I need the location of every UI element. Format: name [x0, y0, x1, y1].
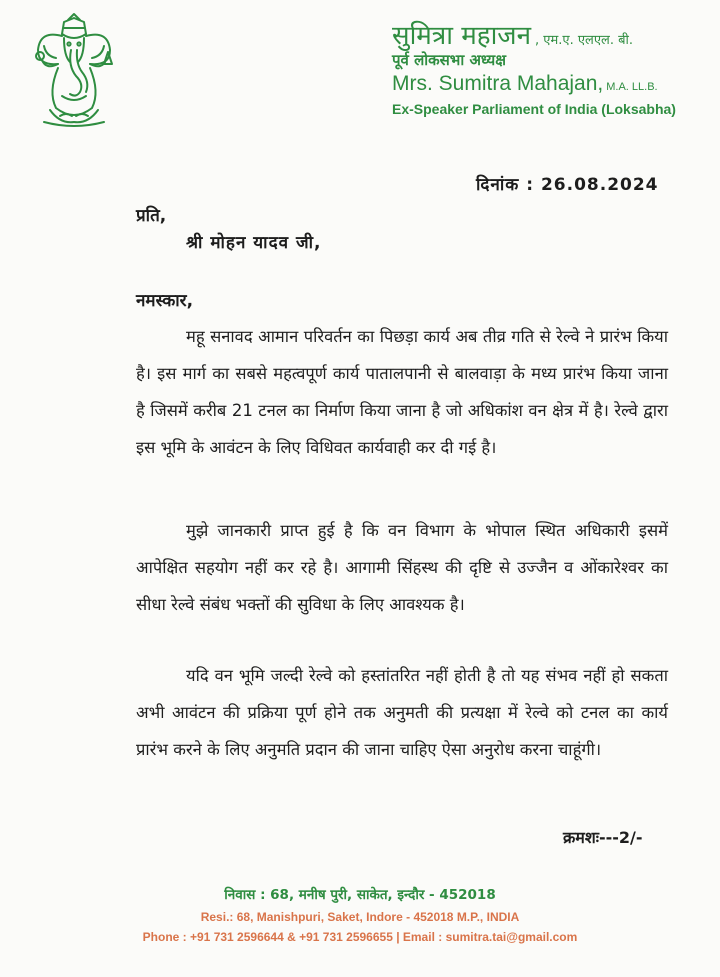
footer-address-english: Resi.: 68, Manishpuri, Saket, Indore - 452018 M.P., INDIA	[200, 910, 520, 924]
footer-address-hindi: निवास : 68, मनीष पुरी, साकेत, इन्दौर - 452018	[224, 887, 496, 903]
letterhead-degree-hindi: , एम.ए. एलएल. बी.	[535, 33, 634, 48]
letterhead-name-hindi: सुमित्रा महाजन , एम.ए. एलएल. बी.	[392, 21, 634, 51]
letterhead-name-english: Mrs. Sumitra Mahajan, M.A. LL.B.	[392, 72, 658, 95]
letter-recipient: श्री मोहन यादव जी,	[186, 233, 322, 253]
letterhead-post-hindi: पूर्व लोकसभा अध्यक्ष	[392, 51, 507, 69]
ganesha-logo-icon	[24, 12, 124, 130]
letter-greeting: नमस्कार,	[136, 291, 194, 311]
letter-paragraph-2: मुझे जानकारी प्राप्त हुई है कि वन विभाग के भोपाल स्थित अधिकारी इसमें आपेक्षित सहयोग नहीं कर रहे है। आगामी सिंहस्थ की दृष्टि से उज्जैन व ओंकारेश्वर का सीधा रेल्वे संबंध भक्तों की सुविधा के लिए आवश्यक है।	[136, 521, 668, 614]
letterhead-degree-english: M.A. LL.B.	[606, 81, 658, 93]
letter-paragraph-1: महू सनावद आमान परिवर्तन का पिछड़ा कार्य अब तीव्र गति से रेल्वे ने प्रारंभ किया है। इस मार्ग का सबसे महत्वपूर्ण कार्य पातालपानी से बालवाड़ा के मध्य प्रारंभ किया जाना है जिसमें करीब 21 टनल का निर्माण किया जाना है जो अधिकांश वन क्षेत्र में है। रेल्वे द्वारा इस भूमि के आवंटन के लिए विधिवत कार्यवाही कर दी गई है।	[136, 327, 668, 457]
letter-to-label: प्रति,	[136, 206, 167, 226]
page-continued-marker: क्रमशः---2/-	[563, 828, 643, 847]
letterhead-post-english: Ex-Speaker Parliament of India (Loksabha)	[392, 101, 676, 117]
footer-contact: Phone : +91 731 2596644 & +91 731 2596655 | Email : sumitra.tai@gmail.com	[142, 930, 578, 944]
letter-paragraph-3: यदि वन भूमि जल्दी रेल्वे को हस्तांतरित नहीं होती है तो यह संभव नहीं हो सकता अभी आवंटन की प्रक्रिया पूर्ण होने तक अनुमती की प्रत्यक्षा में रेल्वे को टनल का कार्य प्रारंभ करने के लिए अनुमति प्रदान की जाना चाहिए ऐसा अनुरोध करना चाहूंगी।	[136, 666, 668, 759]
letter-date: दिनांक : 26.08.2024	[476, 175, 659, 195]
